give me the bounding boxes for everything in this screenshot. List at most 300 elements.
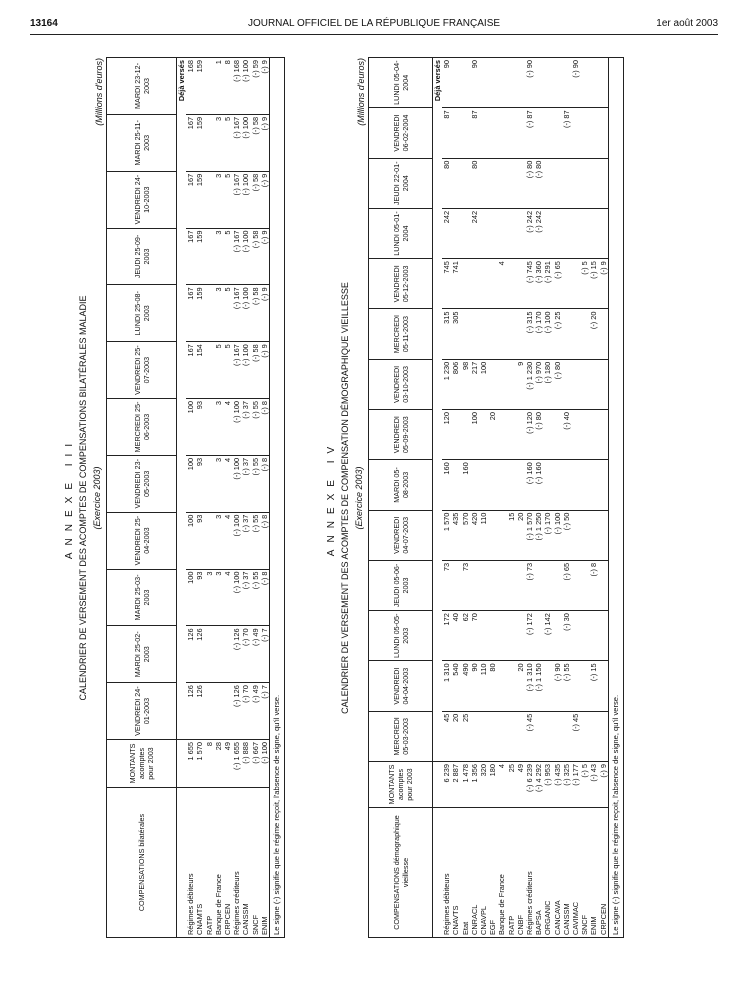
- row-value: (-) 80: [534, 158, 543, 208]
- row-montant: (-) 1 655: [232, 740, 241, 788]
- table-row: [195, 58, 204, 938]
- row-value: [497, 108, 506, 158]
- row-value: [507, 611, 516, 661]
- table-row: [223, 58, 232, 938]
- row-value: [516, 108, 525, 158]
- row-value: 4: [223, 455, 232, 512]
- annex-4-table: [368, 57, 624, 938]
- header-date: VENDREDI 24-10-2003: [107, 171, 177, 228]
- row-value: 1 230: [442, 359, 451, 409]
- header-date: MERCREDI 05-11-2003: [369, 309, 433, 359]
- row-value: [571, 108, 580, 158]
- row-label: CRPCEN: [599, 808, 609, 938]
- row-montant: (-) 4 292: [534, 762, 543, 808]
- row-value: [589, 359, 598, 409]
- spacer-cell: [433, 808, 443, 938]
- row-value: [589, 58, 598, 108]
- deja-verses-label: Déjà versés: [433, 58, 443, 762]
- table-row: [516, 58, 525, 938]
- row-value: 90: [442, 58, 451, 108]
- row-value: [580, 711, 589, 761]
- row-value: [214, 683, 223, 740]
- row-value: 4: [223, 512, 232, 569]
- row-montant: 1 570: [195, 740, 204, 788]
- deja-verses-row: [177, 58, 187, 938]
- row-value: [479, 208, 488, 258]
- row-value: 741: [451, 259, 460, 309]
- row-montant: 49: [516, 762, 525, 808]
- row-montant: (-) 43: [589, 762, 598, 808]
- row-value: [451, 208, 460, 258]
- row-value: [497, 58, 506, 108]
- annex-3-title: CALENDRIER DE VERSEMENT DES ACOMPTES DE COMPENSATIONS BILATÉRALES MALADIE: [78, 295, 88, 701]
- table-row: [479, 58, 488, 938]
- row-value: [562, 711, 571, 761]
- annex-4-label: ANNEXE IV: [326, 439, 337, 557]
- table-row: [562, 58, 571, 938]
- row-value: (-) 49: [251, 683, 260, 740]
- table-row: [507, 58, 516, 938]
- row-value: (-) 970: [534, 359, 543, 409]
- row-value: 167: [186, 171, 195, 228]
- row-montant: 1 478: [461, 762, 470, 808]
- row-value: [571, 510, 580, 560]
- row-value: [562, 309, 571, 359]
- row-value: (-) 58: [251, 342, 260, 399]
- row-value: (-) 100: [232, 399, 241, 456]
- row-value: [571, 611, 580, 661]
- row-value: [534, 58, 543, 108]
- row-value: (-) 9: [599, 259, 609, 309]
- table-row: [451, 58, 460, 938]
- row-value: (-) 70: [241, 626, 250, 683]
- row-value: (-) 170: [534, 309, 543, 359]
- row-montant: 2 887: [451, 762, 460, 808]
- header-date: MARDI 05-08-2003: [369, 460, 433, 510]
- row-value: [580, 208, 589, 258]
- row-value: 100: [186, 512, 195, 569]
- row-value: (-) 100: [553, 510, 562, 560]
- row-value: [516, 58, 525, 108]
- rotated-content: [64, 58, 684, 938]
- row-value: 25: [461, 711, 470, 761]
- row-value: [580, 661, 589, 711]
- deja-verses-row: [433, 58, 443, 938]
- row-value: [497, 661, 506, 711]
- row-value: [497, 560, 506, 610]
- row-value: [205, 626, 214, 683]
- annex-4-title: CALENDRIER DE VERSEMENT DES ACOMPTES DE COMPENSATION DÉMOGRAPHIQUE VIEILLESSE: [340, 282, 350, 714]
- row-value: [461, 158, 470, 208]
- row-value: (-) 37: [241, 512, 250, 569]
- row-value: [507, 711, 516, 761]
- row-value: (-) 1 250: [534, 510, 543, 560]
- table-row: [461, 58, 470, 938]
- row-label: ENIM: [260, 788, 270, 938]
- header-date: VENDREDI 03-10-2003: [369, 359, 433, 409]
- row-value: (-) 87: [525, 108, 534, 158]
- row-value: 160: [461, 460, 470, 510]
- row-value: (-) 37: [241, 455, 250, 512]
- row-label: Régimes créditeurs: [232, 788, 241, 938]
- row-value: 4: [497, 259, 506, 309]
- row-montant: (-) 325: [562, 762, 571, 808]
- row-value: [562, 208, 571, 258]
- row-value: [451, 460, 460, 510]
- table-row: [232, 58, 241, 938]
- row-montant: (-) 100: [260, 740, 270, 788]
- row-value: 154: [195, 342, 204, 399]
- row-montant: (-) 667: [251, 740, 260, 788]
- row-value: [451, 410, 460, 460]
- row-value: 9: [516, 359, 525, 409]
- row-value: (-) 50: [562, 510, 571, 560]
- row-value: [589, 158, 598, 208]
- row-value: [580, 359, 589, 409]
- row-value: (-) 45: [571, 711, 580, 761]
- row-value: [479, 58, 488, 108]
- row-value: 126: [195, 626, 204, 683]
- header-montants: MONTANTS acomptes pour 2003: [369, 762, 433, 808]
- sign-note: Le signe (-) signifie que le régime reçoit, l'absence de signe, qu'il verse.: [608, 58, 623, 938]
- row-value: [516, 711, 525, 761]
- row-value: [205, 455, 214, 512]
- row-value: [507, 58, 516, 108]
- row-value: [470, 560, 479, 610]
- row-value: 3: [214, 228, 223, 285]
- row-label: BAPSA: [534, 808, 543, 938]
- row-value: [534, 108, 543, 158]
- header-compensations: COMPENSATIONS bilatérales: [107, 788, 177, 938]
- row-value: [599, 208, 609, 258]
- row-value: (-) 8: [260, 455, 270, 512]
- row-value: (-) 100: [232, 569, 241, 626]
- row-value: (-) 80: [525, 158, 534, 208]
- row-value: [479, 108, 488, 158]
- row-value: [580, 611, 589, 661]
- row-montant: (-) 9: [599, 762, 609, 808]
- row-label: CANCAVA: [553, 808, 562, 938]
- row-label: Banque de France: [214, 788, 223, 938]
- row-value: (-) 100: [241, 342, 250, 399]
- row-label: CANSSM: [562, 808, 571, 938]
- row-value: (-) 55: [562, 661, 571, 711]
- row-value: [205, 171, 214, 228]
- row-value: (-) 315: [525, 309, 534, 359]
- row-value: (-) 126: [232, 683, 241, 740]
- row-label: ENIM: [589, 808, 598, 938]
- header-date: VENDREDI 05-09-2003: [369, 410, 433, 460]
- row-value: [599, 711, 609, 761]
- row-label: CNAVTS: [451, 808, 460, 938]
- row-value: 315: [442, 309, 451, 359]
- table-row: [525, 58, 534, 938]
- row-value: [571, 208, 580, 258]
- table-row: [488, 58, 497, 938]
- row-value: 1 310: [442, 661, 451, 711]
- row-montant: 8: [205, 740, 214, 788]
- row-value: (-) 58: [251, 171, 260, 228]
- row-value: (-) 80: [553, 359, 562, 409]
- row-value: (-) 87: [562, 108, 571, 158]
- row-value: 45: [442, 711, 451, 761]
- page-header: [30, 18, 718, 32]
- row-value: [497, 510, 506, 560]
- row-label: RATP: [205, 788, 214, 938]
- header-rule: [30, 34, 718, 35]
- table-row: [553, 58, 562, 938]
- row-value: (-) 59: [251, 58, 260, 115]
- row-value: [516, 208, 525, 258]
- header-date: VENDREDI 24-01-2003: [107, 683, 177, 740]
- row-value: [488, 108, 497, 158]
- row-value: [451, 158, 460, 208]
- row-value: (-) 8: [589, 560, 598, 610]
- row-value: [534, 611, 543, 661]
- row-value: (-) 160: [525, 460, 534, 510]
- row-value: 100: [186, 455, 195, 512]
- row-value: [562, 158, 571, 208]
- row-value: 73: [442, 560, 451, 610]
- annex-3-year: (Exercice 2003): [92, 466, 102, 530]
- row-value: [571, 410, 580, 460]
- row-value: 20: [516, 661, 525, 711]
- row-value: 167: [186, 342, 195, 399]
- row-value: [205, 683, 214, 740]
- row-value: 40: [451, 611, 460, 661]
- row-montant: 1 655: [186, 740, 195, 788]
- row-value: 1 570: [442, 510, 451, 560]
- row-label: CNBF: [516, 808, 525, 938]
- row-value: 126: [195, 683, 204, 740]
- row-value: [205, 228, 214, 285]
- issue-date: 1er août 2003: [656, 18, 718, 29]
- header-date: JEUDI 22-01-2004: [369, 158, 433, 208]
- row-value: 242: [470, 208, 479, 258]
- row-value: 80: [470, 158, 479, 208]
- row-value: 3: [205, 569, 214, 626]
- row-value: 93: [195, 512, 204, 569]
- row-value: [589, 510, 598, 560]
- row-value: [580, 108, 589, 158]
- row-value: [599, 560, 609, 610]
- header-date: VENDREDI 04-07-2003: [369, 510, 433, 560]
- row-value: 242: [442, 208, 451, 258]
- row-value: [507, 108, 516, 158]
- table-row: [241, 58, 250, 938]
- header-date: VENDREDI 25-07-2003: [107, 342, 177, 399]
- row-value: [488, 510, 497, 560]
- row-value: [507, 309, 516, 359]
- row-value: (-) 90: [571, 58, 580, 108]
- row-montant: (-) 435: [553, 762, 562, 808]
- row-value: [223, 683, 232, 740]
- row-value: [479, 611, 488, 661]
- row-value: [562, 460, 571, 510]
- row-montant: 25: [507, 762, 516, 808]
- row-value: [479, 259, 488, 309]
- row-value: [461, 58, 470, 108]
- row-value: (-) 45: [525, 711, 534, 761]
- row-value: 806: [451, 359, 460, 409]
- row-value: (-) 167: [232, 285, 241, 342]
- row-value: (-) 80: [534, 410, 543, 460]
- row-value: (-) 9: [260, 285, 270, 342]
- row-montant: 320: [479, 762, 488, 808]
- row-value: 110: [479, 661, 488, 711]
- row-value: (-) 100: [232, 455, 241, 512]
- row-label: RATP: [507, 808, 516, 938]
- annex-3-table: [106, 57, 285, 938]
- row-value: [516, 560, 525, 610]
- row-value: [562, 58, 571, 108]
- row-value: (-) 58: [251, 228, 260, 285]
- row-value: [470, 259, 479, 309]
- row-value: [553, 611, 562, 661]
- row-value: 20: [488, 410, 497, 460]
- row-value: (-) 55: [251, 455, 260, 512]
- row-value: [488, 259, 497, 309]
- row-value: 87: [470, 108, 479, 158]
- table-row: [543, 58, 552, 938]
- row-value: (-) 9: [260, 228, 270, 285]
- row-value: 570: [461, 510, 470, 560]
- row-value: [553, 58, 562, 108]
- header-montants: MONTANTS acomptes pour 2003: [107, 740, 177, 788]
- row-value: [553, 460, 562, 510]
- row-value: [516, 611, 525, 661]
- row-value: [488, 208, 497, 258]
- row-value: [599, 661, 609, 711]
- row-value: [488, 58, 497, 108]
- header-compensations: COMPENSATIONS démographique vieillesse: [369, 808, 433, 938]
- row-montant: 6 239: [442, 762, 451, 808]
- row-value: 8: [223, 58, 232, 115]
- spacer-cell: [177, 740, 187, 788]
- row-value: 5: [223, 114, 232, 171]
- row-value: [516, 259, 525, 309]
- row-value: 1: [214, 58, 223, 115]
- row-value: [589, 611, 598, 661]
- row-value: [223, 626, 232, 683]
- header-date: JEUDI 25-09-2003: [107, 228, 177, 285]
- table-row: [534, 58, 543, 938]
- row-value: 120: [442, 410, 451, 460]
- row-value: (-) 100: [241, 228, 250, 285]
- row-value: (-) 160: [534, 460, 543, 510]
- row-value: 100: [470, 410, 479, 460]
- row-value: (-) 5: [580, 259, 589, 309]
- table-row: [470, 58, 479, 938]
- row-value: [479, 560, 488, 610]
- row-value: [461, 108, 470, 158]
- row-value: (-) 8: [260, 399, 270, 456]
- row-value: 172: [442, 611, 451, 661]
- row-montant: 180: [488, 762, 497, 808]
- row-value: (-) 25: [553, 309, 562, 359]
- row-value: [553, 711, 562, 761]
- header-date: MERCREDI 05-03-2003: [369, 711, 433, 761]
- row-value: 745: [442, 259, 451, 309]
- row-value: [580, 560, 589, 610]
- row-value: (-) 30: [562, 611, 571, 661]
- row-label: Banque de France: [497, 808, 506, 938]
- row-value: (-) 167: [232, 228, 241, 285]
- row-montant: (-) 6 239: [525, 762, 534, 808]
- row-value: [488, 460, 497, 510]
- row-value: 110: [479, 510, 488, 560]
- row-value: [516, 460, 525, 510]
- row-value: (-) 90: [525, 58, 534, 108]
- row-value: (-) 1 150: [534, 661, 543, 711]
- row-value: [543, 58, 552, 108]
- header-date: LUNDI 05-04-2004: [369, 58, 433, 108]
- row-value: (-) 8: [260, 569, 270, 626]
- header-date: MARDI 25-02-2003: [107, 626, 177, 683]
- row-value: 3: [214, 171, 223, 228]
- row-value: (-) 7: [260, 626, 270, 683]
- table-row: [599, 58, 609, 938]
- annex-4-unit: (Millions d'euros): [356, 58, 366, 126]
- row-value: 160: [442, 460, 451, 510]
- row-value: 5: [223, 171, 232, 228]
- row-value: [580, 410, 589, 460]
- row-value: (-) 58: [251, 114, 260, 171]
- row-montant: (-) 888: [241, 740, 250, 788]
- row-value: 420: [470, 510, 479, 560]
- row-value: 93: [195, 455, 204, 512]
- row-value: (-) 9: [260, 114, 270, 171]
- row-value: [571, 460, 580, 510]
- row-value: [580, 460, 589, 510]
- row-value: 90: [470, 661, 479, 711]
- row-montant: (-) 953: [543, 762, 552, 808]
- row-value: 159: [195, 171, 204, 228]
- row-value: [488, 359, 497, 409]
- row-label: Régimes débiteurs: [186, 788, 195, 938]
- row-value: (-) 7: [260, 683, 270, 740]
- row-value: [451, 58, 460, 108]
- row-value: 167: [186, 228, 195, 285]
- row-value: [461, 259, 470, 309]
- row-value: 159: [195, 58, 204, 115]
- row-label: ORGANIC: [543, 808, 552, 938]
- row-value: [599, 108, 609, 158]
- row-value: [479, 158, 488, 208]
- row-value: (-) 1 570: [525, 510, 534, 560]
- row-value: (-) 142: [543, 611, 552, 661]
- row-value: (-) 100: [241, 58, 250, 115]
- row-value: 20: [516, 510, 525, 560]
- row-value: 3: [214, 285, 223, 342]
- row-value: [451, 560, 460, 610]
- row-value: (-) 15: [589, 259, 598, 309]
- row-value: (-) 1 310: [525, 661, 534, 711]
- page-number: 13164: [30, 18, 58, 29]
- header-date: VENDREDI 23-05-2003: [107, 455, 177, 512]
- table-row: [260, 58, 270, 938]
- row-value: (-) 100: [241, 171, 250, 228]
- table-row: [214, 58, 223, 938]
- row-value: (-) 167: [232, 342, 241, 399]
- annex-4-year: (Exercice 2003): [354, 466, 364, 530]
- row-value: 3: [214, 455, 223, 512]
- row-value: 3: [214, 512, 223, 569]
- row-value: [470, 309, 479, 359]
- annex-3-unit: (Millions d'euros): [94, 58, 104, 126]
- row-label: SNCF: [580, 808, 589, 938]
- row-label: EGF: [488, 808, 497, 938]
